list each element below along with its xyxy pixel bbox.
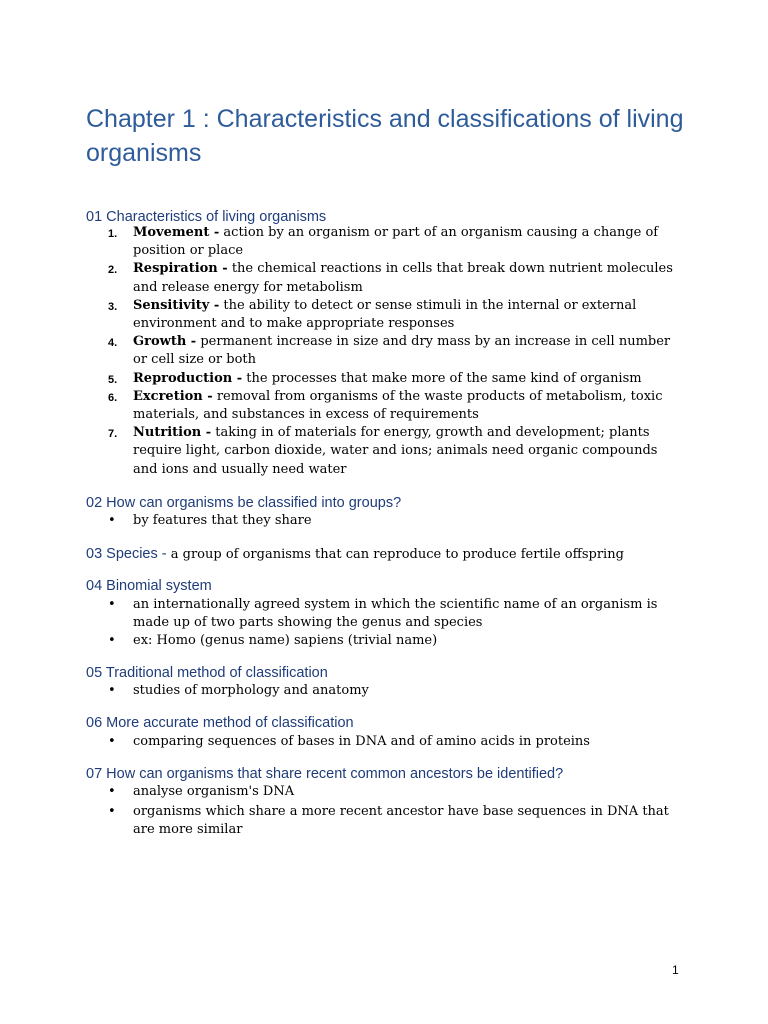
list-item: • by features that they share: [108, 512, 683, 530]
section-04-bullets: [108, 596, 683, 651]
item-text: action by an organism or part of an organism causing a change of position or place: [133, 225, 659, 259]
item-number: 4.: [108, 337, 118, 350]
list-item: [108, 370, 683, 388]
section-07-heading: 07 How can organisms that share recent common ancestors be identified?: [86, 766, 564, 782]
list-item: • comparing sequences of bases in DNA and of amino acids in proteins: [108, 733, 683, 751]
item-text: the ability to detect or sense stimuli in the internal or external environment and to make appropriate responses: [133, 297, 637, 332]
section-03-title: 03 Species -: [86, 546, 167, 562]
item-number: 6.: [108, 391, 118, 404]
item-number: 3.: [108, 300, 118, 313]
item-term: Reproduction -: [133, 370, 243, 386]
list-item: • ex: Homo (genus name) sapiens (trivial name): [108, 632, 683, 650]
section-06-heading: 06 More accurate method of classification: [86, 715, 354, 731]
page-number: 1: [672, 963, 679, 977]
characteristics-list: [108, 224, 683, 479]
list-item: • an internationally agreed system in which the scientific name of an organism is made up of two parts showing the genus and species: [108, 596, 683, 632]
section-04-heading: 04 Binomial system: [86, 578, 212, 594]
item-term: Respiration -: [133, 261, 228, 277]
item-text: permanent increase in size and dry mass by an increase in cell number or cell size or both: [133, 334, 671, 368]
item-number: 1.: [108, 228, 118, 240]
item-number: 5.: [108, 373, 118, 386]
item-text: the chemical reactions in cells that break down nutrient molecules and release energy for metabolism: [133, 261, 673, 295]
item-term: Excretion -: [133, 388, 213, 404]
list-item: [108, 297, 683, 333]
item-text: removal from organisms of the waste products of metabolism, toxic materials, and substances in excess of requirements: [133, 388, 663, 423]
list-item: [108, 388, 683, 424]
species-definition: a group of organisms that can reproduce to produce fertile offspring: [166, 547, 624, 562]
item-text: taking in of materials for energy, growth and development; plants require light, carbon dioxide, water and ions; animals need organic compounds and ions and usually need water: [133, 425, 658, 477]
item-term: Movement -: [133, 225, 220, 240]
section-02-bullets: [108, 512, 683, 530]
list-item: • organisms which share a more recent ancestor have base sequences in DNA that are more similar: [108, 803, 683, 839]
item-text: the processes that make more of the same kind of organism: [242, 370, 642, 386]
list-item: • analyse organism's DNA: [108, 783, 683, 801]
list-item: [108, 424, 683, 479]
section-02-heading: 02 How can organisms be classified into groups?: [86, 495, 402, 511]
item-term: Nutrition -: [133, 425, 212, 441]
list-item: • studies of morphology and anatomy: [108, 682, 683, 700]
section-05-heading: 05 Traditional method of classification: [86, 665, 328, 681]
item-number: 2.: [108, 264, 118, 277]
page-title: Chapter 1 : Characteristics and classifications of living organisms: [86, 105, 684, 167]
section-03-heading: [86, 545, 624, 564]
section-05-bullets: [108, 682, 683, 700]
list-item: [108, 224, 683, 260]
section-06-bullets: [108, 733, 683, 751]
list-item: [108, 260, 683, 296]
item-number: 7.: [108, 428, 118, 441]
list-item: [108, 333, 683, 369]
section-01-heading: 01 Characteristics of living organisms: [86, 209, 327, 225]
section-07-bullets: [108, 783, 683, 840]
item-term: Sensitivity -: [133, 297, 220, 313]
item-term: Growth -: [133, 334, 197, 350]
